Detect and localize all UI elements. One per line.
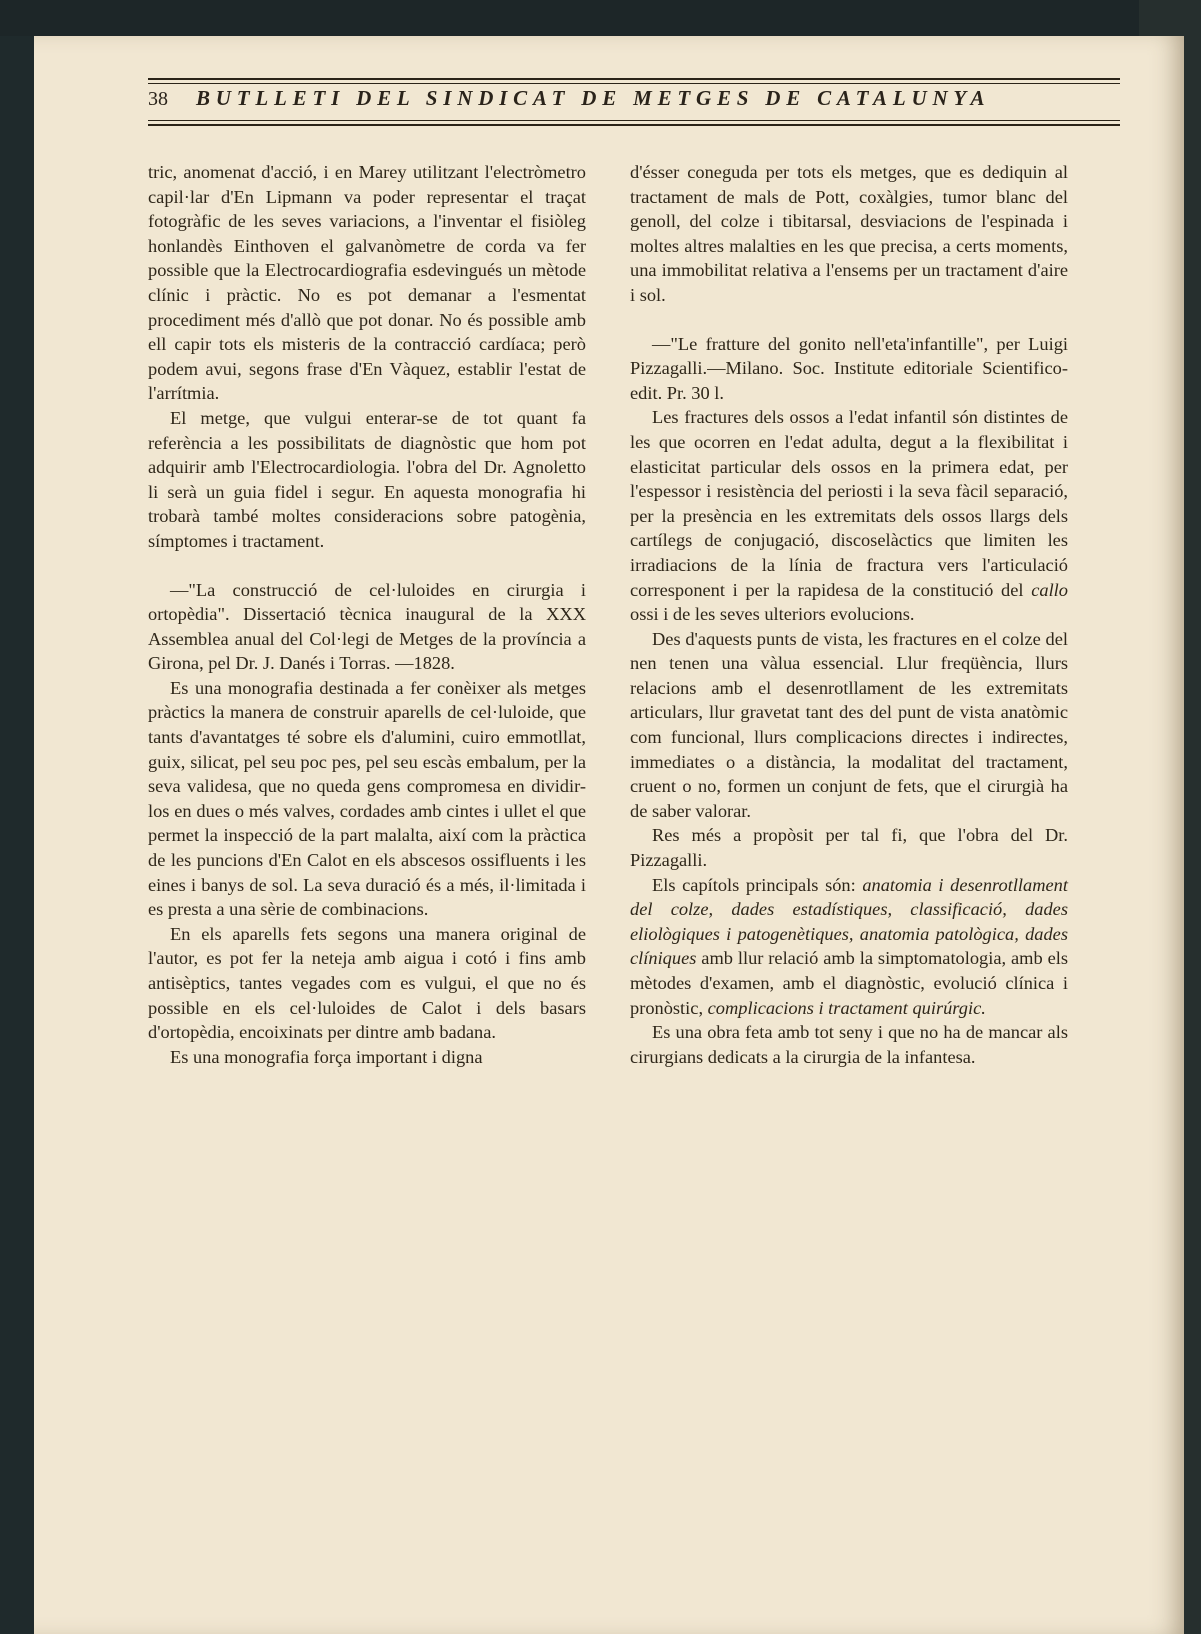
italic-chapters: anatomia i desenrotllament del colze, dades estadístiques, classificació, dades eliològiques i patogenètiques, anatomia patològica, dades clíniques (630, 874, 1068, 969)
text-run: Les fractures dels ossos a l'edat infantil són distintes de les que ocorren en l'edat adulta, degut a la flexibilitat i elasticitat particular dels ossos en la primera edat, per l'espessor i resistència del periosti i la seva fàcil separació, per la presència en les extremitats dels ossos llargs dels cartílegs de conjugació, discoselàctics que limiten les irradiacions de la línia de fractura vers l'articulació corresponent i per la rapidesa de la constitució del (630, 407, 1068, 600)
text-run: Els capítols principals són: (652, 874, 863, 895)
italic-term: callo (1031, 579, 1068, 600)
paragraph: Res més a propòsit per tal fi, que l'obra del Dr. Pizzagalli. (630, 825, 1068, 871)
text-run: amb llur relació amb la simptomatologia, amb els mètodes d'examen, amb el diagnòstic, evolució clínica i pronòstic, (630, 948, 1068, 1018)
paragraph (630, 873, 1068, 1021)
running-title: BUTLLETI DEL SINDICAT DE METGES DE CATALUNYA (196, 86, 991, 110)
header-rule-top-thin (148, 83, 1120, 84)
paragraph (630, 405, 1068, 626)
paragraph: Es una monografia destinada a fer conèixer als metges pràctics la manera de construir aparells de cel·luloide, que tants d'avantatges té sobre els d'alumini, cuiro emmotllat, guix, silicat, pel seu poc pes, pel seu escàs embalum, per la seva validesa, que no queda gens compromesa en dividir-los en dues o més valves, cordades amb cintes i ullet el que permet la inspecció de la part malalta, així com la pràctica de les puncions d'En Calot en els abscesos ossifluents i les eines i banys de sol. La seva duració és a més, il·limitada i es presta a una sèrie de combinacions. (148, 677, 586, 920)
page-number: 38 (148, 88, 168, 110)
header-rule-bottom (148, 124, 1120, 126)
review-citation: —"La construcció de cel·luloides en cirurgia i ortopèdia". Dissertació tècnica inaugural de la XXX Assemblea anual del Col·legi de Metges de la província a Girona, pel Dr. J. Danés i Torras. —1828. (148, 579, 586, 674)
paragraph: Es una monografia força important i digna (170, 1046, 483, 1067)
text-run: ossi i de les seves ulteriors evolucions. (630, 604, 915, 625)
header-rule-bottom-thin (148, 120, 1120, 121)
header-rule-top (148, 78, 1120, 80)
paragraph: d'ésser coneguda per tots els metges, que es dediquin al tractament de mals de Pott, coxàlgies, tumor blanc del genoll, del colze i tibitarsal, desviacions de l'espinada i moltes altres malalties en les que precisa, a certs moments, una immobilitat relativa a l'ensems per un tractament d'aire i sol. (630, 162, 1068, 305)
paragraph: El metge, que vulgui enterar-se de tot quant fa referència a les possibilitats de diagnòstic que hom pot adquirir amb l'Electrocardiologia. l'obra del Dr. Agnoletto li serà un guia fidel i segur. En aquesta monografia hi trobarà també moltes consideracions sobre patogènia, símptomes i tractament. (148, 407, 586, 551)
paragraph: En els aparells fets segons una manera original de l'autor, es pot fer la neteja amb aigua i cotó i fins amb antisèptics, tantes vegades com es vulgui, el que no és possible en els cel·luloides de Calot i dels basars d'ortopèdia, encoixinats per dintre amb badana. (148, 923, 586, 1043)
review-citation: —"Le fratture del gonito nell'eta'infantille", per Luigi Pizzagalli.—Milano. Soc. Institute editoriale Scientifico-edit. Pr. 30 l. (630, 333, 1068, 403)
paragraph: Des d'aquests punts de vista, les fractures en el colze del nen tenen una vàlua essencial. Llur freqüència, llurs relacions amb el desenrotllament de les extremitats articulars, llur gravetat tant des del punt de vista anatòmic com funcional, llurs complicacions directes i indirectes, immediates o a distància, la modalitat del tractament, cruent o no, formen un conjunt de fets, que el cirurgià ha de saber valorar. (630, 628, 1068, 821)
scan-backdrop-top (0, 0, 1201, 36)
left-column (148, 160, 586, 1069)
right-column (630, 160, 1068, 1069)
paragraph: Es una obra feta amb tot seny i que no ha de mancar als cirurgians dedicats a la cirurgia de la infantesa. (630, 1022, 1068, 1067)
page-header (148, 78, 1120, 126)
paragraph: tric, anomenat d'acció, i en Marey utilitzant l'electròmetro capil·lar d'En Lipmann va poder representar el traçat fotogràfic de les seves variacions, a l'inventar el fisiòleg honlandès Einthoven el galvanòmetre de corda va fer possible que la Electrocardiografia esdevingués un mètode clínic i pràctic. No es pot demanar a l'esmentat procediment més d'allò que pot donar. No és possible amb ell capir tots els misteris de la contracció cardíaca; però podem avui, segons frase d'En Vàquez, establir l'estat de l'arrítmia. (148, 162, 586, 404)
italic-chapters: complicacions i tractament quirúrgic. (707, 997, 986, 1018)
